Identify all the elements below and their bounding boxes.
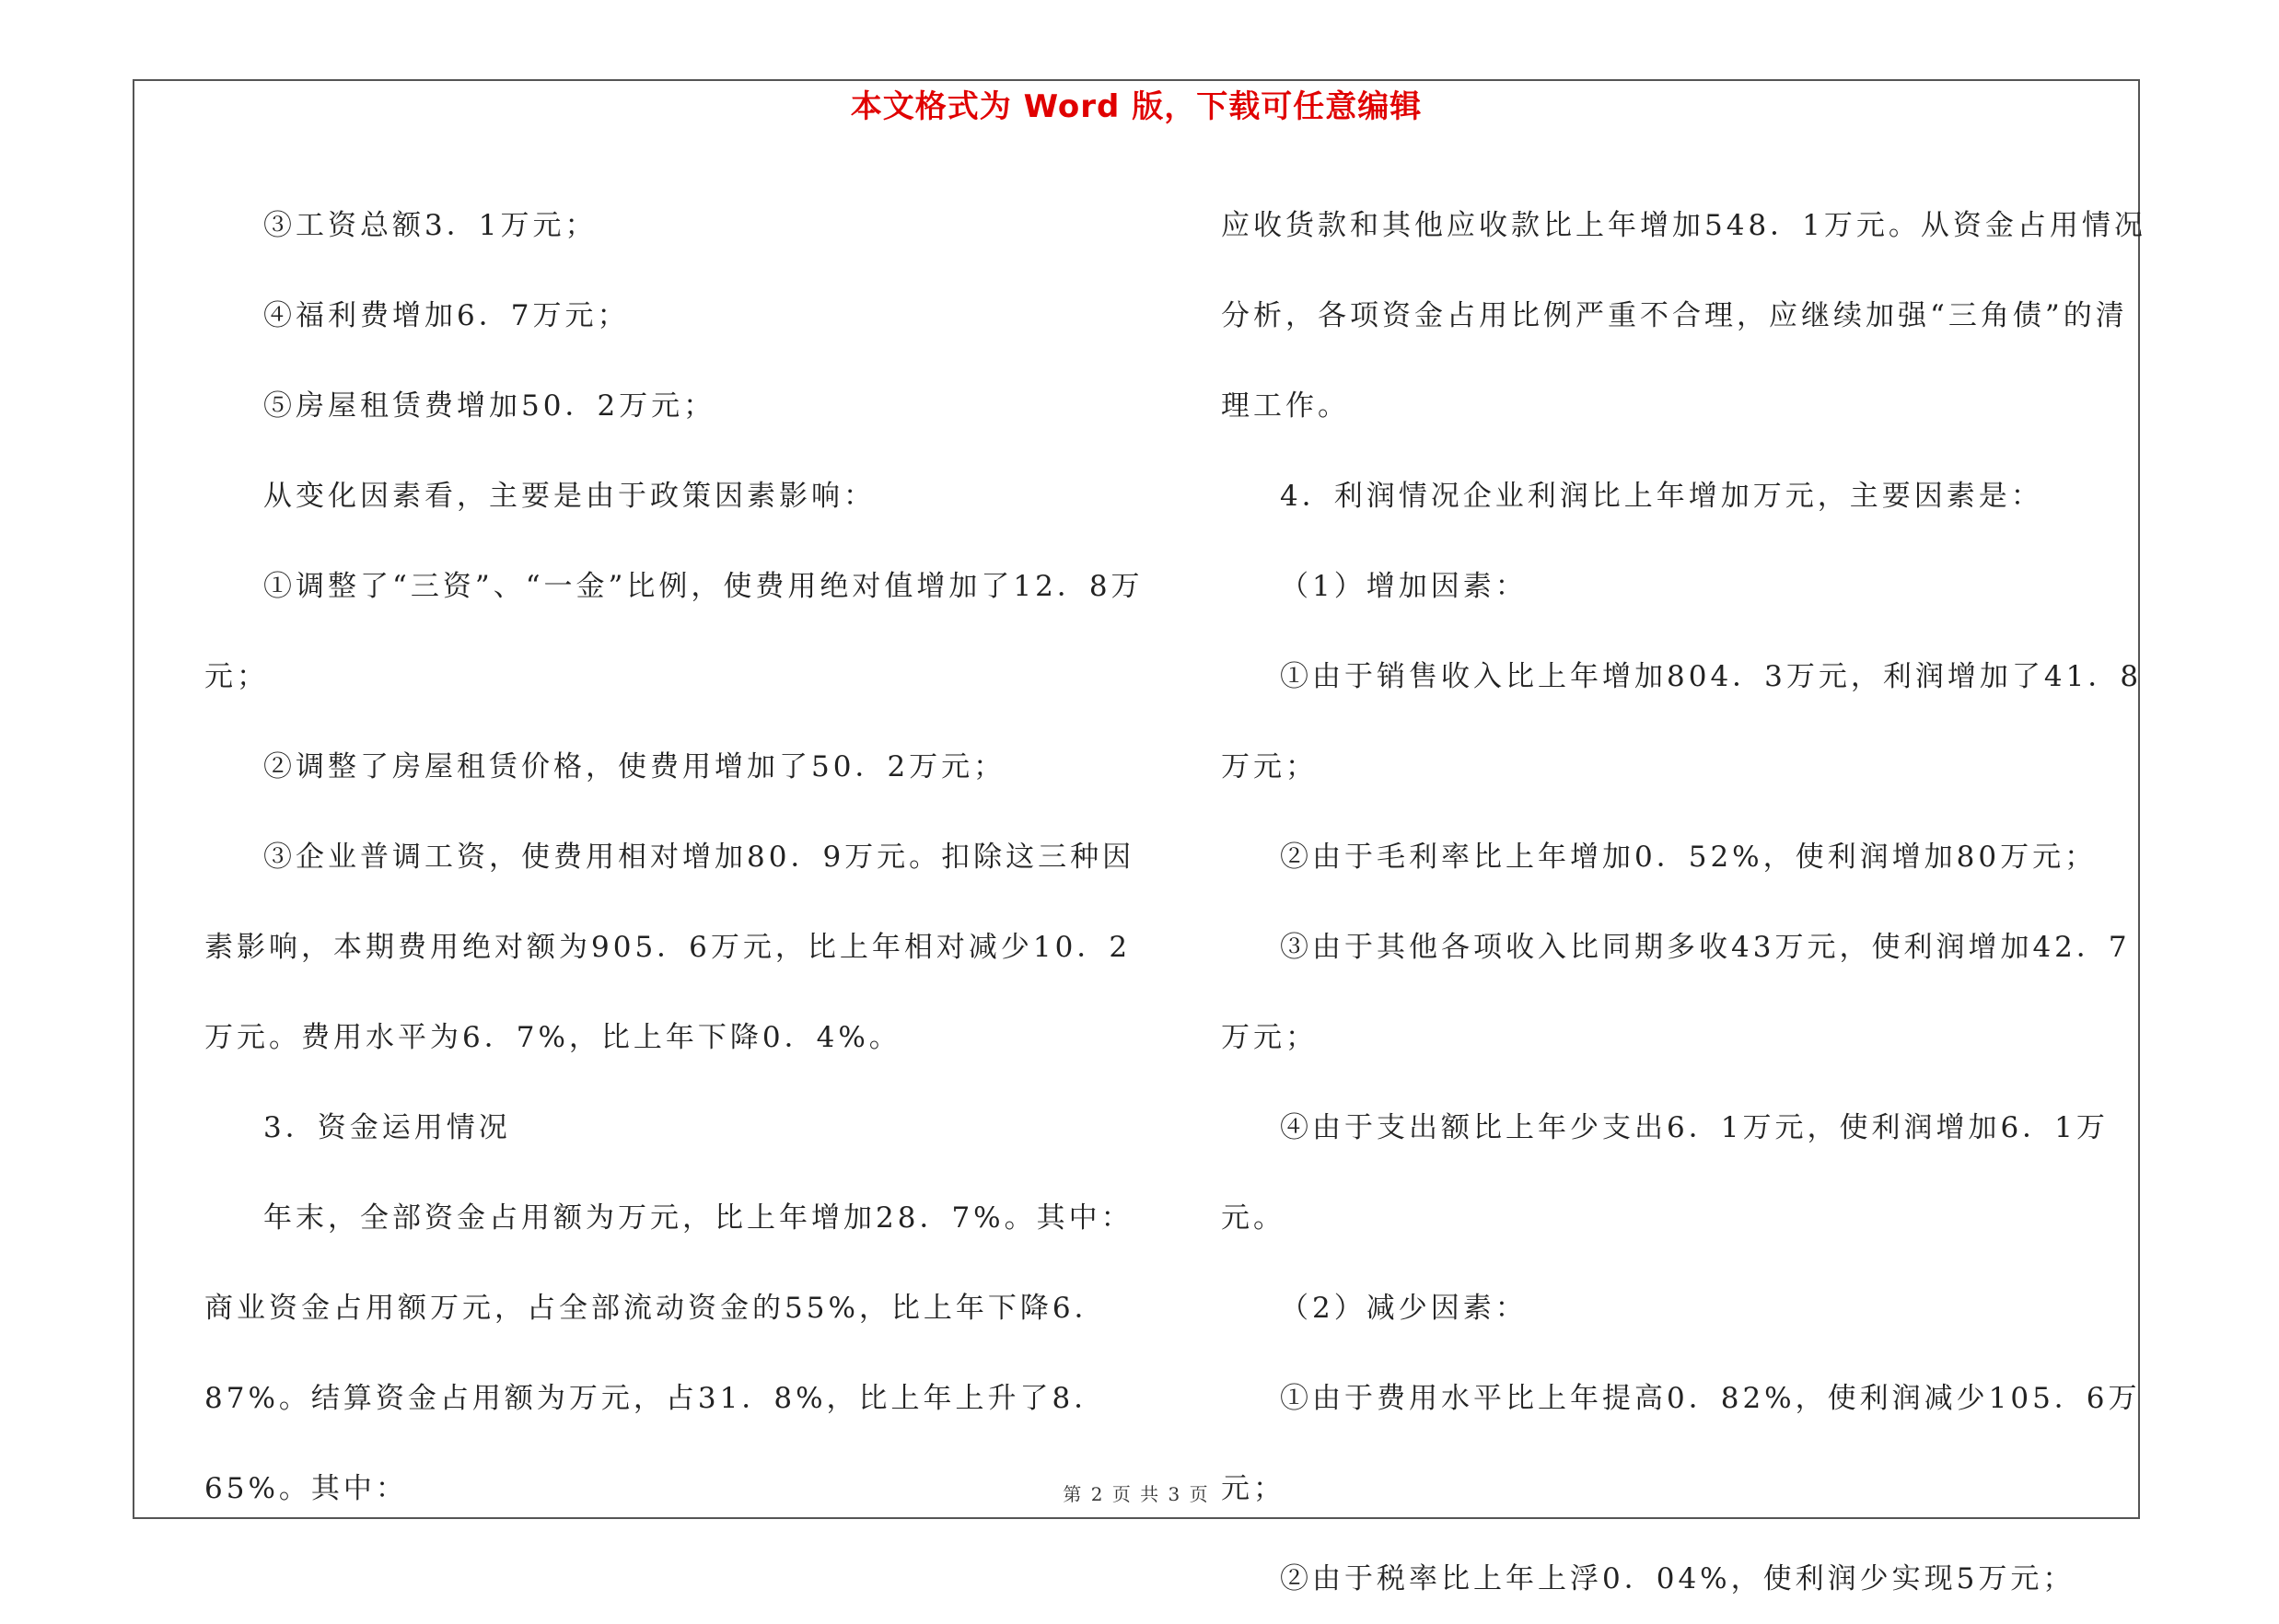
paragraph: ③工资总额3．1万元； <box>263 209 598 242</box>
left-text-column <box>204 180 1144 1534</box>
paragraph: ①调整了“三资”、“一金”比例，使费用绝对值增加了12．8万元； <box>204 570 1144 693</box>
paragraph: ④由于支出额比上年少支出6．1万元，使利润增加6．1万元。 <box>1221 1111 2109 1235</box>
paragraph: ⑤房屋租赁费增加50．2万元； <box>263 389 716 423</box>
paragraph: ④福利费增加6．7万元； <box>263 299 630 332</box>
paragraph: 年末，全部资金占用额为万元，比上年增加28．7%。其中：商业资金占用额万元，占全部流动资金的55%，比上年下降6．87%。结算资金占用额为万元，占31．8%，比上年上升了8．65%。其中： <box>204 1201 1134 1505</box>
section-heading: 4．利润情况企业利润比上年增加万元，主要因素是： <box>1280 480 2043 513</box>
paragraph: ③企业普调工资，使费用相对增加80．9万元。扣除这三种因素影响，本期费用绝对额为905．6万元，比上年相对减少10．2万元。费用水平为6．7%，比上年下降0．4%。 <box>204 841 1135 1054</box>
paragraph: 从变化因素看，主要是由于政策因素影响： <box>263 480 876 513</box>
paragraph-continued: 应收货款和其他应收款比上年增加548．1万元。从资金占用情况分析，各项资金占用比例严重不合理，应继续加强“三角债”的清理工作。 <box>1221 209 2146 423</box>
paragraph: ①由于费用水平比上年提高0．82%，使利润减少105．6万元； <box>1221 1382 2141 1505</box>
page-number-footer: 第 2 页 共 3 页 <box>1063 1483 1210 1505</box>
word-format-banner: 本文格式为 Word 版，下载可任意编辑 <box>850 88 1423 125</box>
section-heading: 3．资金运用情况 <box>263 1111 511 1144</box>
paragraph: ③由于其他各项收入比同期多收43万元，使利润增加42．7万元； <box>1221 931 2131 1054</box>
paragraph: ②调整了房屋租赁价格，使费用增加了50．2万元； <box>263 750 1006 783</box>
right-text-column <box>1221 180 2157 1624</box>
paragraph: ②由于税率比上年上浮0．04%，使利润少实现5万元； <box>1280 1562 2076 1595</box>
subsection-heading: （1）增加因素： <box>1280 570 1528 603</box>
paragraph: ①由于销售收入比上年增加804．3万元，利润增加了41．8万元； <box>1221 660 2143 783</box>
subsection-heading: （2）减少因素： <box>1280 1292 1528 1325</box>
paragraph: ②由于毛利率比上年增加0．52%，使利润增加80万元； <box>1280 841 2098 874</box>
